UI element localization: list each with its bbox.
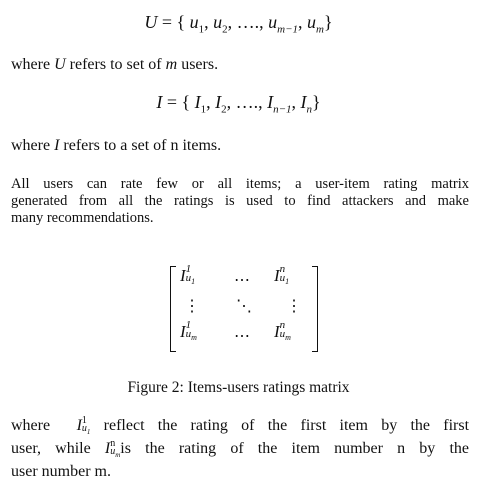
set-term: I xyxy=(267,92,274,112)
matrix-vdots: ⋮ xyxy=(184,298,200,315)
matrix-right-bracket xyxy=(312,266,318,352)
set-term-subscript: 1 xyxy=(200,103,207,116)
set-term: u xyxy=(307,12,317,32)
equation-symbol: U xyxy=(144,12,158,32)
matrix-hdots: ⋯ xyxy=(234,272,250,289)
users-set-equation: U = { $u_1$, $u_2$, …., $u_{m-1}$, $u_m$} xyxy=(144,12,333,36)
matrix-cell-first-item-first-user: I 1 $u_1$ xyxy=(180,262,196,286)
inline-symbol: I xyxy=(76,417,82,435)
open-brace: { xyxy=(181,92,191,112)
close-brace: } xyxy=(323,12,333,32)
set-term: u xyxy=(189,12,199,32)
paragraph-line: user number m. xyxy=(11,463,111,480)
paragraph-line: where I 1 $u_1$ reflect the rating of the first item by the first xyxy=(11,415,470,436)
matrix-ddots: ⋱ xyxy=(236,298,252,315)
matrix-cell-nth-item-last-user: I n $u_m$ xyxy=(274,318,291,342)
set-term-subscript: n−1 xyxy=(273,103,292,116)
set-term: I xyxy=(194,92,201,112)
paragraph-line: generated from all the ratings is used to find attackers and make xyxy=(11,193,469,209)
matrix-vdots: ⋮ xyxy=(286,298,302,315)
set-term-subscript: 2 xyxy=(222,23,228,36)
matrix-left-bracket xyxy=(170,266,176,352)
ellipsis: …. xyxy=(235,92,259,112)
rating-matrix-paragraph xyxy=(11,176,469,227)
figure-caption: Figure 2: Items-users ratings matrix xyxy=(127,379,350,396)
paragraph-line: All users can rate few or all items; a user-item rating matrix xyxy=(11,176,469,192)
set-term-subscript: m xyxy=(316,23,324,36)
matrix-explanation-paragraph xyxy=(11,417,469,481)
items-definition: where I refers to a set of n items. xyxy=(11,137,222,154)
close-brace: } xyxy=(312,92,321,112)
equals-sign: = xyxy=(166,92,177,112)
ratings-matrix xyxy=(170,262,318,352)
set-term-subscript: n xyxy=(306,103,313,116)
paragraph-line: many recommendations. xyxy=(11,210,154,226)
set-term: I xyxy=(215,92,222,112)
set-term: u xyxy=(213,12,223,32)
equation-symbol: I xyxy=(156,92,163,112)
set-term-subscript: 2 xyxy=(221,103,227,116)
matrix-cell-nth-item-first-user: I n $u_1$ xyxy=(274,262,290,286)
set-term-subscript: 1 xyxy=(198,23,205,36)
set-term: I xyxy=(300,92,307,112)
users-definition: where U refers to set of m users. xyxy=(11,56,219,73)
matrix-cell-first-item-last-user: I 1 $u_m$ xyxy=(180,318,197,342)
open-brace: { xyxy=(176,12,186,32)
paragraph-line: user, while I n $u_m$ is the rating of the item number n by the xyxy=(11,438,470,459)
set-term-subscript: m−1 xyxy=(277,23,299,36)
equals-sign: = xyxy=(161,12,173,32)
set-term: u xyxy=(268,12,278,32)
inline-symbol: I xyxy=(104,440,111,458)
matrix-hdots: ⋯ xyxy=(234,328,250,345)
items-set-equation: I = { $I_1$, $I_2$, …., $I_{n-1}$, $I_n$} xyxy=(156,92,321,116)
ellipsis: …. xyxy=(236,12,260,32)
